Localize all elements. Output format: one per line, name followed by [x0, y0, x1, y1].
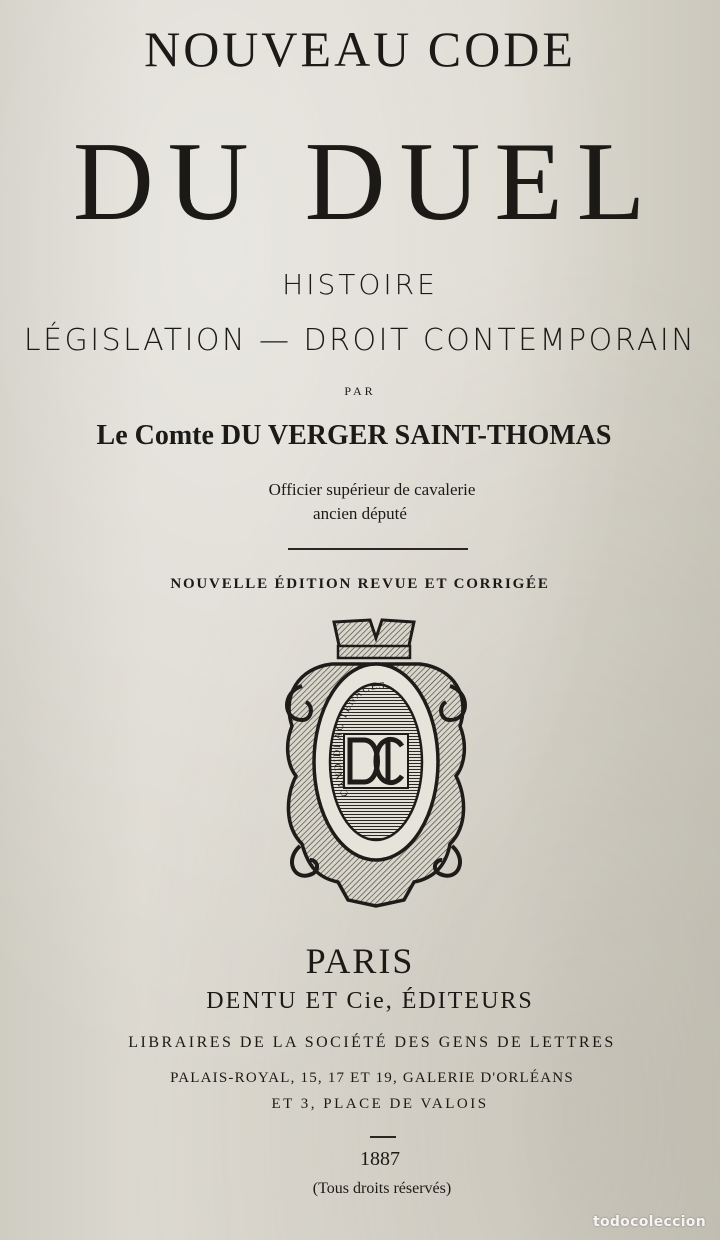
author-role: Officier supérieur de cavalerie [268, 480, 476, 499]
publisher-address-2: ET 3, PLACE DE VALOIS [271, 1096, 489, 1112]
subtitle-histoire: HISTOIRE [282, 268, 438, 301]
author-former-role: ancien député [313, 504, 407, 523]
publisher-address-1: PALAIS-ROYAL, 15, 17 ET 19, GALERIE D'ORLÉANS [170, 1070, 574, 1086]
edition-note: NOUVELLE ÉDITION REVUE ET CORRIGÉE [170, 576, 550, 592]
publisher-city: PARIS [305, 941, 415, 981]
title-line-1: NOUVEAU CODE [144, 21, 576, 77]
emblem-motto: CANDIDI AC TENACES [332, 680, 387, 799]
short-divider-rule [370, 1136, 396, 1138]
subtitle-legislation: LÉGISLATION — DROIT CONTEMPORAIN [23, 323, 697, 358]
title-line-2: DU DUEL [72, 120, 660, 244]
par-label: PAR [344, 384, 376, 398]
publisher-society: LIBRAIRES DE LA SOCIÉTÉ DES GENS DE LETTRES [128, 1034, 616, 1051]
watermark: todocoleccion [592, 1214, 706, 1230]
publication-year: 1887 [360, 1148, 400, 1170]
publisher-crest-icon [278, 616, 474, 910]
divider-rule [288, 548, 468, 550]
rights-note: (Tous droits réservés) [312, 1180, 452, 1197]
publisher-name: DENTU ET Cie, ÉDITEURS [206, 988, 534, 1014]
author-name: Le Comte DU VERGER SAINT-THOMAS [96, 420, 612, 451]
